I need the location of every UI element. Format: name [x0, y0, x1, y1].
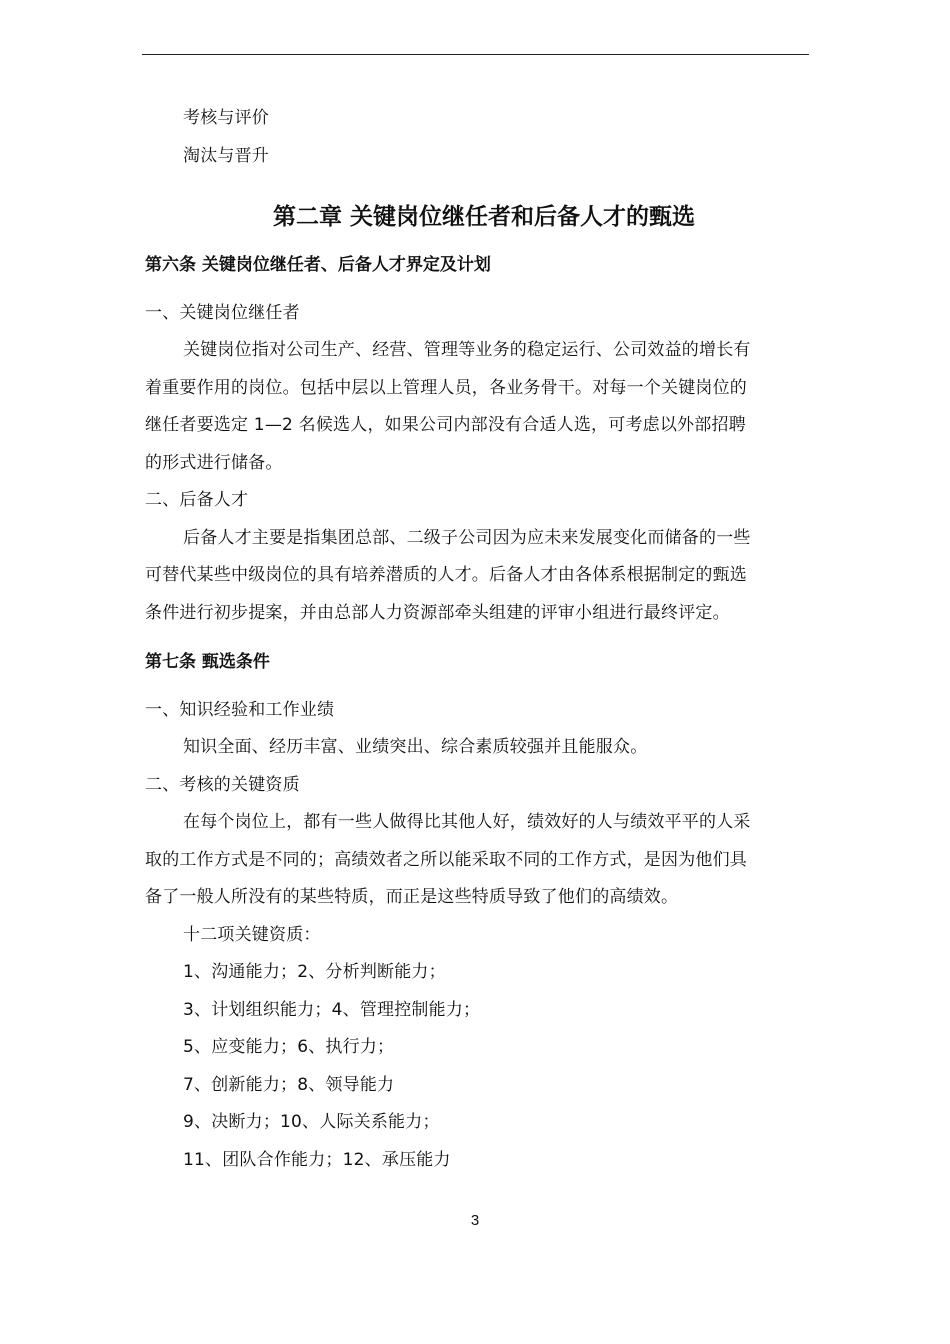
document-body [145, 100, 807, 1179]
paragraph-line: 可替代某些中级岗位的具有培养潜质的人才。后备人才由各体系根据制定的甄选 [145, 565, 747, 585]
qualities-heading: 十二项关键资质： [183, 924, 321, 945]
section-heading: 一、关键岗位继任者 [145, 302, 300, 323]
quality-item: 9、决断力；10、人际关系能力； [183, 1112, 440, 1132]
paragraph-line: 条件进行初步提案，并由总部人力资源部牵头组建的评审小组进行最终评定。 [145, 602, 730, 623]
page-number: 3 [470, 1212, 480, 1229]
paragraph-line: 知识全面、经历丰富、业绩突出、综合素质较强并且能服众。 [183, 737, 648, 757]
quality-item: 5、应变能力；6、执行力； [183, 1037, 395, 1057]
quality-item: 11、团队合作能力；12、承压能力 [183, 1149, 451, 1170]
article-7-title: 第七条 甄选条件 [145, 652, 270, 672]
list-item: 淘汰与晋升 [183, 145, 269, 166]
section-heading: 二、后备人才 [145, 490, 249, 510]
section-heading: 一、知识经验和工作业绩 [145, 699, 335, 720]
chapter-title: 第二章 关键岗位继任者和后备人才的甄选 [272, 204, 695, 230]
paragraph-line: 在每个岗位上，都有一些人做得比其他人好，绩效好的人与绩效平平的人采 [183, 812, 751, 832]
paragraph-line: 后备人才主要是指集团总部、二级子公司因为应未来发展变化而储备的一些 [183, 527, 751, 548]
paragraph-line: 的形式进行储备。 [145, 452, 283, 473]
quality-item: 1、沟通能力；2、分析判断能力； [183, 962, 446, 982]
paragraph-line: 继任者要选定 1—2 名候选人，如果公司内部没有合适人选，可考虑以外部招聘 [145, 415, 746, 435]
section-heading: 二、考核的关键资质 [145, 774, 300, 795]
quality-item: 3、计划组织能力；4、管理控制能力； [183, 999, 481, 1020]
quality-item: 7、创新能力；8、领导能力 [183, 1074, 395, 1095]
header-rule [142, 54, 809, 55]
paragraph-line: 关键岗位指对公司生产、经营、管理等业务的稳定运行、公司效益的增长有 [183, 340, 751, 360]
paragraph-line: 着重要作用的岗位。包括中层以上管理人员，各业务骨干。对每一个关键岗位的 [145, 377, 747, 398]
paragraph-line: 备了一般人所没有的某些特质，而正是这些特质导致了他们的高绩效。 [145, 887, 679, 907]
paragraph-line: 取的工作方式是不同的；高绩效者之所以能采取不同的工作方式，是因为他们具 [145, 849, 747, 870]
list-item: 考核与评价 [183, 108, 269, 128]
article-6-title: 第六条 关键岗位继任者、后备人才界定及计划 [145, 255, 491, 275]
